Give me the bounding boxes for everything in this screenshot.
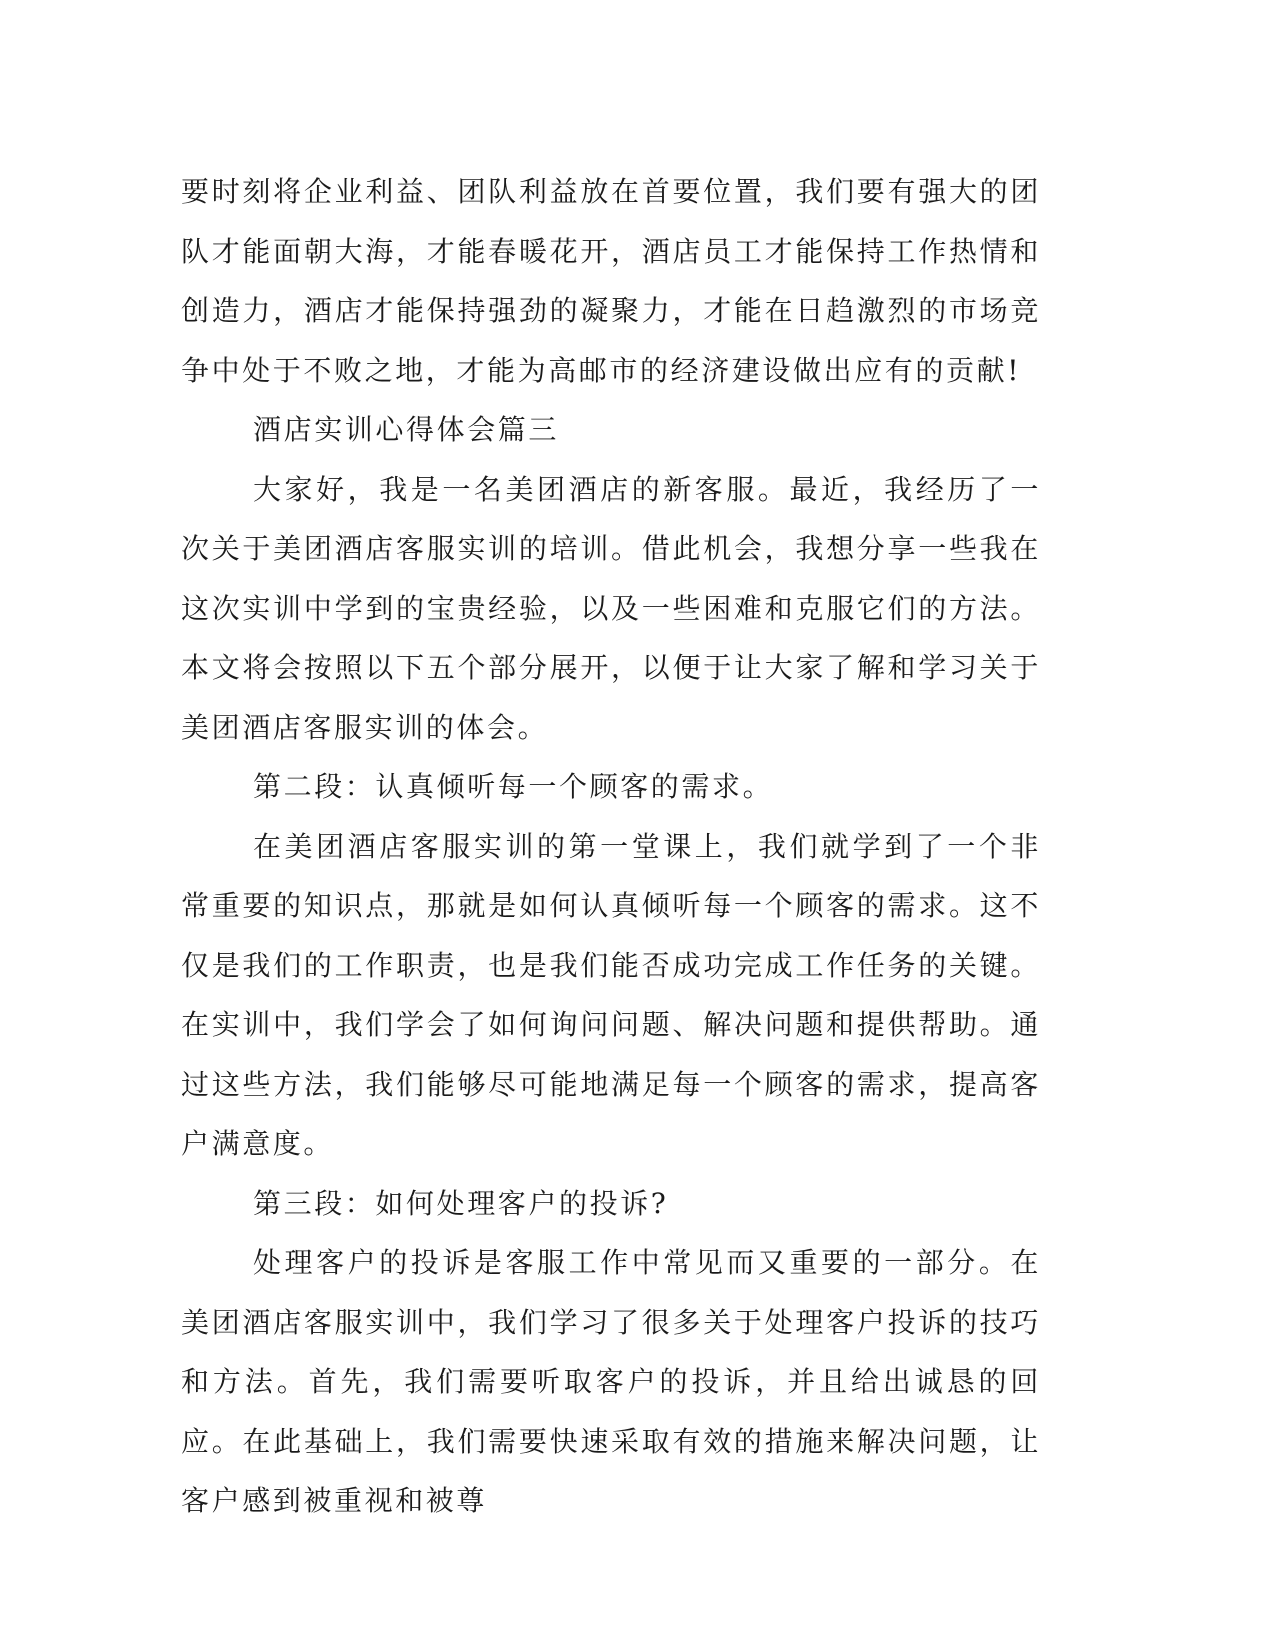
paragraph-complaints: 处理客户的投诉是客服工作中常见而又重要的一部分。在美团酒店客服实训中，我们学习了很多关于处理客户投诉的技巧和方法。首先，我们需要听取客户的投诉，并且给出诚恳的回应。在此基础上，我们需要快速采取有效的措施来解决问题，让客户感到被重视和被尊 (181, 1246, 1041, 1517)
subheading-part-two: 第二段：认真倾听每一个顾客的需求。 (253, 770, 774, 803)
subheading-part-three: 第三段：如何处理客户的投诉? (253, 1186, 669, 1220)
section-heading: 酒店实训心得体会篇三 (253, 413, 560, 446)
paragraph-listening: 在美团酒店客服实训的第一堂课上，我们就学到了一个非常重要的知识点，那就是如何认真倾听每一个顾客的需求。这不仅是我们的工作职责，也是我们能否成功完成工作任务的关键。在实训中，我们学会了如何询问问题、解决问题和提供帮助。通过这些方法，我们能够尽可能地满足每一个顾客的需求，提高客户满意度。 (181, 829, 1041, 1160)
paragraph-intro: 大家好，我是一名美团酒店的新客服。最近，我经历了一次关于美团酒店客服实训的培训。借此机会，我想分享一些我在这次实训中学到的宝贵经验，以及一些困难和克服它们的方法。本文将会按照以下五个部分展开，以便于让大家了解和学习关于美团酒店客服实训的体会。 (181, 472, 1041, 744)
document-body (181, 162, 1041, 1531)
paragraph-continuation: 要时刻将企业利益、团队利益放在首要位置，我们要有强大的团队才能面朝大海，才能春暖花开，酒店员工才能保持工作热情和创造力，酒店才能保持强劲的凝聚力，才能在日趋激烈的市场竞争中处于不败之地，才能为高邮市的经济建设做出应有的贡献! (181, 175, 1041, 387)
